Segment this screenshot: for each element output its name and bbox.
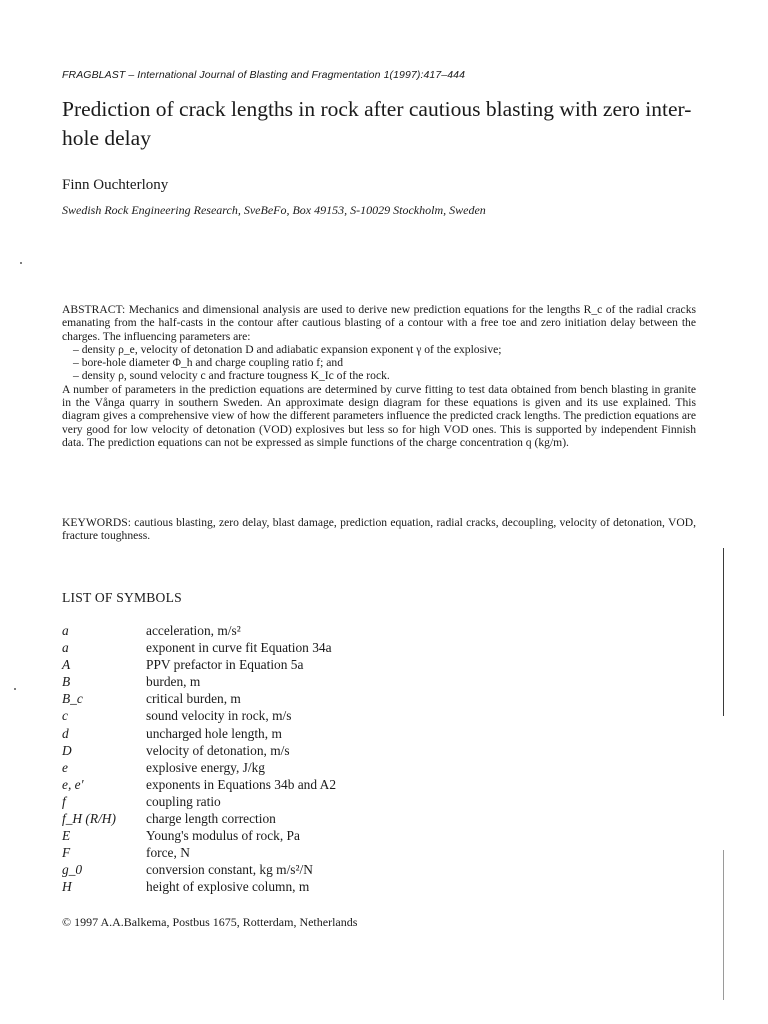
symbol-cell: D	[62, 742, 72, 758]
symbol-cell: H	[62, 879, 72, 895]
table-row	[62, 759, 336, 776]
table-row	[62, 622, 336, 639]
symbol-cell: B	[62, 674, 71, 690]
author-name: Finn Ouchterlony	[62, 177, 169, 193]
symbol-cell: g_0	[62, 862, 83, 878]
description-cell: coupling ratio	[146, 793, 221, 809]
description-cell: exponent in curve fit Equation 34a	[146, 640, 332, 656]
copyright-notice: © 1997 A.A.Balkema, Postbus 1675, Rotterdam, Netherlands	[62, 915, 358, 929]
description-cell: sound velocity in rock, m/s	[146, 708, 292, 724]
table-row	[62, 861, 336, 878]
author-affiliation: Swedish Rock Engineering Research, SveBeFo, Box 49153, S-10029 Stockholm, Sweden	[62, 203, 486, 217]
symbol-cell: f_H (R/H)	[62, 811, 116, 827]
description-cell: PPV prefactor in Equation 5a	[146, 657, 304, 673]
table-row	[62, 793, 336, 810]
table-row	[62, 656, 336, 673]
scan-artifact-line	[723, 850, 724, 1000]
table-row	[62, 639, 336, 656]
abstract-label: ABSTRACT:	[62, 303, 126, 316]
description-cell: force, N	[146, 845, 190, 861]
table-row	[62, 827, 336, 844]
table-row	[62, 844, 336, 861]
paper-title: Prediction of crack lengths in rock after cautious blasting with zero inter-hole delay	[62, 97, 692, 150]
table-row	[62, 707, 336, 724]
symbol-cell: e, e′	[62, 776, 84, 792]
symbols-table	[62, 622, 336, 896]
description-cell: uncharged hole length, m	[146, 725, 282, 741]
symbols-heading: LIST OF SYMBOLS	[62, 590, 182, 605]
description-cell: Young's modulus of rock, Pa	[146, 828, 300, 844]
description-cell: explosive energy, J/kg	[146, 759, 266, 775]
symbol-cell: B_c	[62, 691, 83, 707]
symbol-cell: f	[62, 793, 66, 809]
abstract-intro-text: Mechanics and dimensional analysis are used to derive new prediction equations for the lengths R_c of the radial cracks emanating from the half-casts in the contour after cautious blasting of a contour with a free toe and zero initiation delay between the charges. The influencing parameters are:	[62, 303, 696, 343]
keywords	[62, 516, 696, 543]
keywords-label: KEYWORDS:	[62, 516, 131, 529]
description-cell: conversion constant, kg m/s²/N	[146, 862, 313, 878]
symbol-cell: e	[62, 759, 68, 775]
symbol-cell: F	[62, 845, 71, 861]
scan-artifact-line	[723, 548, 724, 716]
abstract-intro	[62, 303, 696, 343]
scan-speck	[20, 262, 22, 264]
symbol-cell: a	[62, 623, 69, 638]
symbol-cell: A	[62, 657, 71, 673]
parameter-list	[62, 343, 696, 383]
table-row	[62, 742, 336, 759]
list-item: – density ρ_e, velocity of detonation D and adiabatic expansion exponent γ of the explosive;	[73, 342, 502, 356]
description-cell: charge length correction	[146, 811, 276, 827]
table-row	[62, 725, 336, 742]
keywords-text: cautious blasting, zero delay, blast damage, prediction equation, radial cracks, decoupling, velocity of detonation, VOD, fracture toughness.	[62, 516, 697, 543]
abstract	[62, 303, 696, 449]
symbol-cell: d	[62, 725, 69, 741]
symbol-cell: c	[62, 708, 68, 724]
table-row	[62, 878, 336, 895]
symbol-cell: E	[62, 828, 71, 844]
table-row	[62, 690, 336, 707]
description-cell: acceleration, m/s²	[146, 623, 241, 638]
description-cell: burden, m	[146, 674, 201, 690]
abstract-body: A number of parameters in the prediction equations are determined by curve fitting to test data obtained from bench blasting in granite in the Vånga quarry in southern Sweden. An approximate design diagram for these equations is given and its use explained. This diagram gives a comprehensive view of how the different parameters influence the predicted crack lengths. The prediction equations are very good for low velocity of detonation (VOD) explosives but less so for high VOD ones. This is supported by independent Finnish data. The prediction equations can not be expressed as simple functions of the charge concentration q (kg/m).	[62, 382, 696, 449]
description-cell: exponents in Equations 34b and A2	[146, 776, 337, 792]
description-cell: height of explosive column, m	[146, 879, 310, 895]
journal-header: FRAGBLAST – International Journal of Blasting and Fragmentation 1(1997):417–444	[62, 69, 466, 81]
list-item: – bore-hole diameter Φ_h and charge coupling ratio f; and	[73, 356, 343, 370]
description-cell: velocity of detonation, m/s	[146, 742, 290, 758]
table-row	[62, 776, 336, 793]
table-row	[62, 673, 336, 690]
list-item: – density ρ, sound velocity c and fracture tougness K_Ic of the rock.	[73, 369, 390, 383]
table-row	[62, 810, 336, 827]
description-cell: critical burden, m	[146, 691, 241, 707]
scan-speck	[14, 688, 16, 690]
symbol-cell: a	[62, 640, 69, 656]
